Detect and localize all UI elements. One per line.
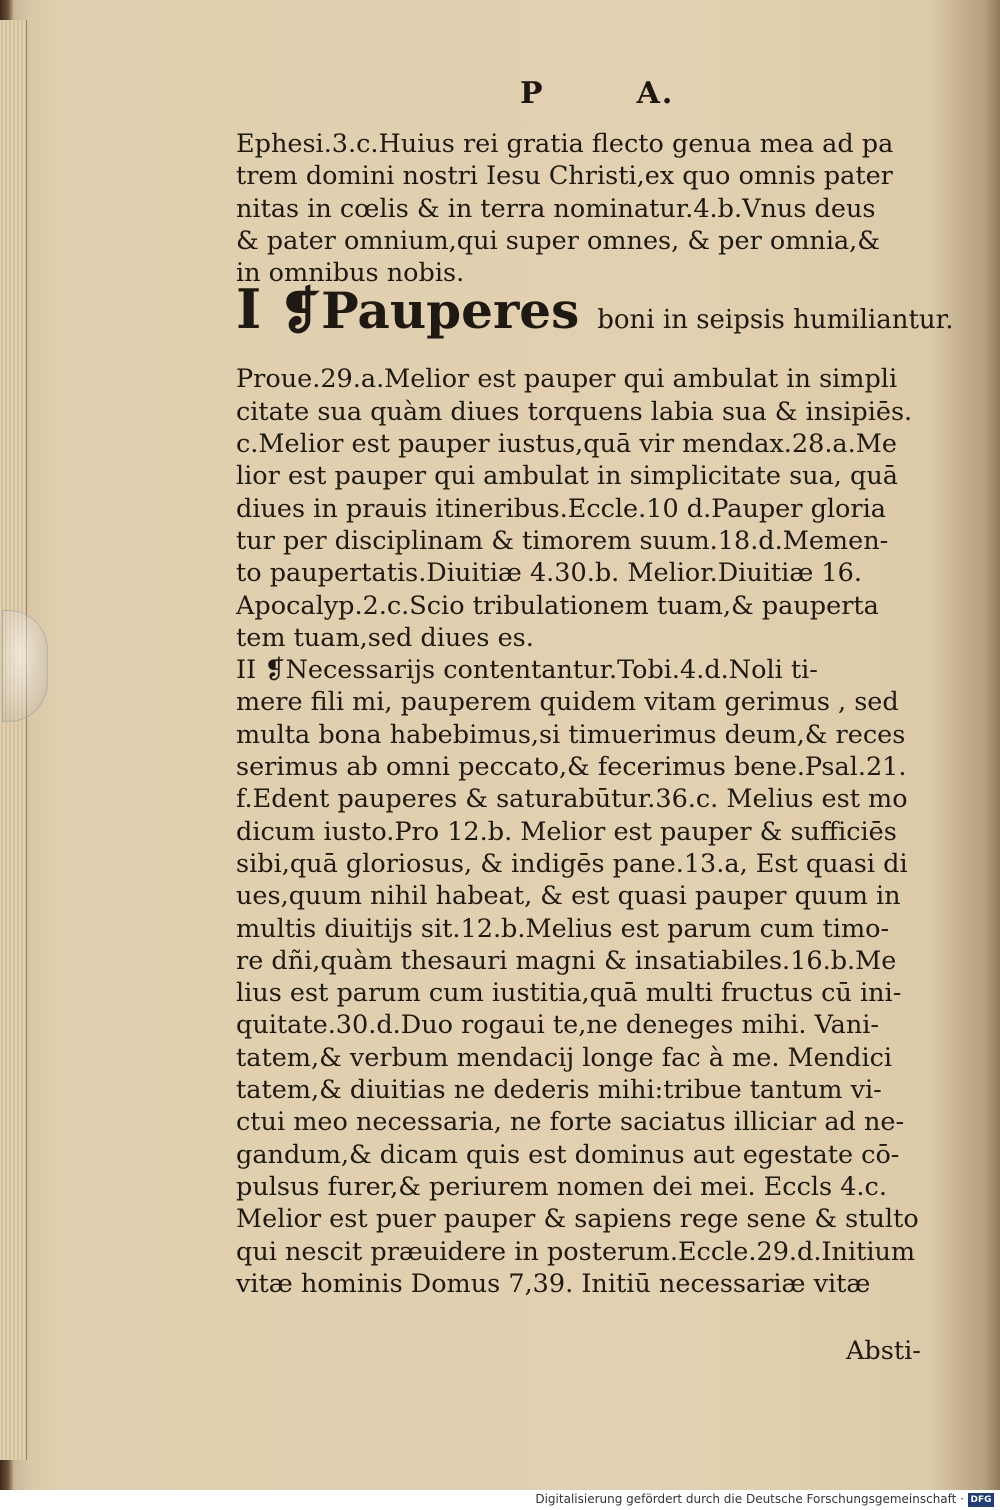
text-line: ues,quum nihil habeat, & est quasi pauper quum in [236,881,901,912]
text-line: gandum,& dicam quis est dominus aut egestate cō- [236,1139,900,1170]
text-line: to paupertatis.Diuitiæ 4.30.b. Melior.Diuitiæ 16. [236,558,862,589]
text-line: Proue.29.a.Melior est pauper qui ambulat in simpli [236,364,898,395]
running-head-right: A. [636,76,675,111]
text-line: ctui meo necessaria, ne forte saciatus illiciar ad ne- [236,1107,905,1138]
dfg-logo: DFG [968,1493,994,1507]
book-clasp [2,610,48,722]
text-line: tem tuam,sed diues es. [236,622,534,653]
heading-rest: boni in seipsis humiliantur. [597,305,954,336]
section-heading [236,277,960,363]
text-line: Apocalyp.2.c.Scio tribulationem tuam,& pauperta [236,590,879,621]
text-line: dicum iusto.Pro 12.b. Melior est pauper & sufficiēs [236,816,897,847]
catchword: Absti- [846,1336,921,1366]
text-line: sibi,quā gloriosus, & indigēs pane.13.a, Est quasi di [236,848,908,879]
running-head-left: P [520,76,545,111]
text-line: f.Edent pauperes & saturabūtur.36.c. Melius est mo [236,784,908,815]
text-line: pulsus furer,& periurem nomen dei mei. Eccls 4.c. [236,1171,887,1202]
text-line: Ephesi.3.c.Huius rei gratia flecto genua mea ad pa [236,129,894,159]
text-line: mere fili mi, pauperem quidem vitam gerimus , sed [236,687,899,718]
text-line: vitæ hominis Domus 7,39. Initiū necessariæ vitæ [236,1268,871,1299]
text-line: II ❡Necessarijs contentantur.Tobi.4.d.Noli ti- [236,655,818,686]
text-line: multa bona habebimus,si timuerimus deum,& reces [236,719,906,750]
text-line: nitas in cœlis & in terra nominatur.4.b.Vnus deus [236,193,876,224]
text-line: qui nescit præuidere in posterum.Eccle.29.d.Initium [236,1236,916,1267]
text-line: quitate.30.d.Duo rogaui te,ne deneges mihi. Vani- [236,1010,880,1041]
text-line: Melior est puer pauper & sapiens rege sene & stulto [236,1204,919,1235]
text-line: diues in prauis itineribus.Eccle.10 d.Pauper gloria [236,493,886,524]
running-head [520,76,720,111]
text-line: multis diuitijs sit.12.b.Melius est parum cum timo- [236,913,890,944]
footer-text: Digitalisierung gefördert durch die Deutsche Forschungsgemeinschaft · [535,1492,964,1506]
section-ii-block [236,654,960,1300]
text-line: lius est parum cum iustitia,quā multi fructus cū ini- [236,978,902,1009]
text-line: trem domini nostri Iesu Christi,ex quo omnis pater [236,161,893,192]
body-text [236,128,960,1300]
heading-numeral: I [236,277,262,342]
section-i-block [236,363,960,654]
digitization-footer [0,1490,1000,1510]
text-line: tatem,& verbum mendacij longe fac à me. Mendici [236,1042,893,1073]
text-line: c.Melior est pauper iustus,quā vir mendax.28.a.Me [236,429,897,460]
text-line: lior est pauper qui ambulat in simplicitate sua, quā [236,461,898,492]
text-line: in omnibus nobis. [236,258,465,289]
text-line: & pater omnium,qui super omnes, & per omnia,& [236,225,880,256]
text-line: citate sua quàm diues torquens labia sua & insipiēs. [236,396,913,427]
heading-word: ❡Pauperes [279,281,580,341]
text-line: serimus ab omni peccato,& fecerimus bene.Psal.21. [236,752,907,783]
page-edges [0,20,27,1460]
text-line: tur per disciplinam & timorem suum.18.d.Memen- [236,525,889,556]
intro-block [236,128,960,289]
text-line: tatem,& diuitias ne dederis mihi:tribue tantum vi- [236,1075,882,1106]
text-line: re dñi,quàm thesauri magni & insatiabiles.16.b.Me [236,945,897,976]
